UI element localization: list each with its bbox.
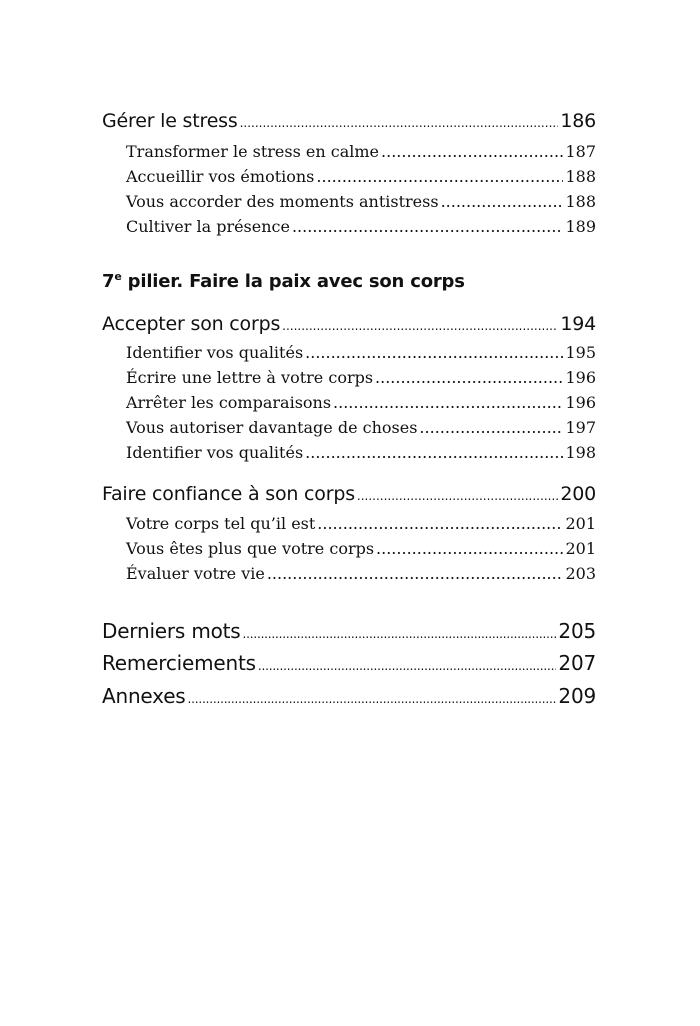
- toc-end-entry[interactable]: [102, 619, 596, 643]
- toc-end-title: Annexes: [102, 684, 186, 708]
- toc-subentry-label: Identifier vos qualités: [126, 443, 304, 462]
- pillar-ordinal-suffix: e: [114, 270, 122, 283]
- toc-subentry-label: Vous accorder des moments antistress: [126, 192, 439, 211]
- toc-subentry-label: Cultiver la présence: [126, 217, 290, 236]
- toc-page-number: 209: [558, 684, 596, 708]
- toc-subentry[interactable]: [126, 443, 596, 462]
- dot-leader: [267, 564, 564, 583]
- toc-page-number: 188: [565, 192, 596, 211]
- toc-subentry-label: Évaluer votre vie: [126, 564, 265, 583]
- toc-subentry[interactable]: [126, 192, 596, 211]
- toc-end-entry[interactable]: [102, 684, 596, 708]
- pillar-heading: [102, 270, 465, 292]
- toc-subentry[interactable]: [126, 539, 596, 558]
- toc-subentry[interactable]: [126, 393, 596, 412]
- dot-leader: [188, 692, 557, 706]
- toc-end-title: Remerciements: [102, 651, 256, 675]
- toc-subentry-label: Vous êtes plus que votre corps: [126, 539, 375, 558]
- dot-leader: [317, 514, 563, 533]
- dot-leader: [375, 368, 563, 387]
- toc-page-number: 201: [565, 514, 596, 533]
- pillar-number: 7: [102, 271, 115, 292]
- toc-subentry-label: Identifier vos qualités: [126, 343, 304, 362]
- toc-page-number: 195: [565, 343, 596, 362]
- dot-leader: [333, 393, 563, 412]
- toc-subentry-label: Votre corps tel qu’il est: [126, 514, 316, 533]
- toc-subentry[interactable]: [126, 368, 596, 387]
- toc-subentry-label: Transformer le stress en calme: [126, 142, 380, 161]
- toc-page-number: 201: [565, 539, 596, 558]
- toc-subentry[interactable]: [126, 564, 596, 583]
- toc-section-entry[interactable]: [102, 313, 596, 335]
- toc-section-title: Accepter son corps: [102, 313, 281, 335]
- toc-page-number: 205: [558, 619, 596, 643]
- toc-subentry-label: Écrire une lettre à votre corps: [126, 368, 374, 387]
- toc-subentry[interactable]: [126, 167, 596, 186]
- dot-leader: [316, 167, 563, 186]
- toc-page-number: 197: [565, 418, 596, 437]
- toc-page-number: 200: [560, 483, 596, 505]
- dot-leader: [305, 443, 563, 462]
- toc-page-number: 189: [565, 217, 596, 236]
- toc-subentry[interactable]: [126, 142, 596, 161]
- toc-page-number: 187: [565, 142, 596, 161]
- dot-leader: [282, 319, 558, 333]
- dot-leader: [381, 142, 563, 161]
- toc-end-title: Derniers mots: [102, 619, 241, 643]
- toc-page-number: 194: [560, 313, 596, 335]
- toc-subentry[interactable]: [126, 418, 596, 437]
- toc-subentry-label: Vous autoriser davantage de choses: [126, 418, 418, 437]
- dot-leader: [419, 418, 563, 437]
- dot-leader: [243, 627, 557, 641]
- toc-subentry[interactable]: [126, 217, 596, 236]
- toc-page-number: 186: [560, 110, 596, 132]
- dot-leader: [292, 217, 563, 236]
- dot-leader: [258, 659, 557, 673]
- toc-page-number: 188: [565, 167, 596, 186]
- toc-section-entry[interactable]: [102, 483, 596, 505]
- toc-page-number: 203: [565, 564, 596, 583]
- toc-page-number: 207: [558, 651, 596, 675]
- toc-subentry[interactable]: [126, 343, 596, 362]
- dot-leader: [305, 343, 563, 362]
- toc-section-title: Faire confiance à son corps: [102, 483, 355, 505]
- dot-leader: [240, 116, 559, 130]
- toc-page-number: 196: [565, 393, 596, 412]
- toc-subentry[interactable]: [126, 514, 596, 533]
- toc-section-title: Gérer le stress: [102, 110, 238, 132]
- toc-subentry-label: Accueillir vos émotions: [126, 167, 315, 186]
- dot-leader: [441, 192, 564, 211]
- dot-leader: [376, 539, 563, 558]
- dot-leader: [357, 489, 558, 503]
- pillar-title: pilier. Faire la paix avec son corps: [121, 271, 465, 292]
- toc-page-number: 198: [565, 443, 596, 462]
- toc-subentry-label: Arrêter les comparaisons: [126, 393, 332, 412]
- toc-end-entry[interactable]: [102, 651, 596, 675]
- toc-section-entry[interactable]: [102, 110, 596, 132]
- toc-page-number: 196: [565, 368, 596, 387]
